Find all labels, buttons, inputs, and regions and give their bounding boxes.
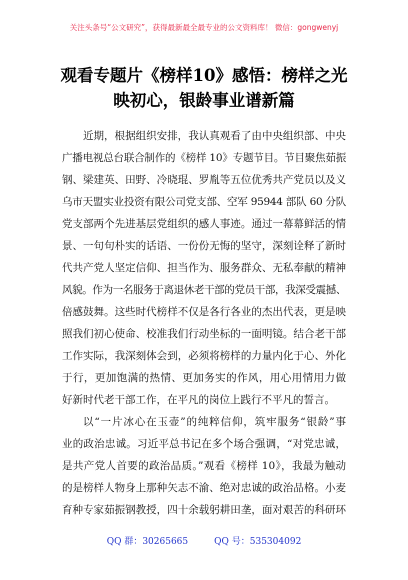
title-line: 映初心，银龄事业谱新篇 — [113, 91, 295, 110]
footer-contact — [0, 535, 408, 549]
footer-qq-number: QQ 号：535304092 — [214, 537, 302, 547]
body-line: 景、一句句朴实的话语、一份份无悔的坚守，深刻诠释了新时 — [62, 240, 346, 252]
body-line: 是共产党人首要的政治品质。”观看《榜样 10》，我最为触动 — [62, 460, 346, 472]
body-paragraph — [62, 125, 346, 411]
document-body — [62, 125, 346, 521]
body-paragraph — [62, 411, 346, 521]
body-line: 钢、梁建英、田野、冷晓琨、罗胤等五位优秀共产党员以及义 — [62, 174, 346, 186]
body-line: 好新时代老干部工作，在平凡的岗位上践行不平凡的誓言。 — [62, 394, 335, 406]
body-line: 工作实际，我深刻体会到，必须将榜样的力量内化于心、外化 — [62, 350, 346, 362]
body-line: 倍感鼓舞。这些时代榜样不仅是各行各业的杰出代表，更是映 — [62, 306, 346, 318]
body-line: 育种专家茹振钢教授，四十余载躬耕田垄，面对艰苦的科研环 — [62, 504, 346, 516]
body-line: 以“一片冰心在玉壶”的纯粹信仰，筑牢服务“银龄”事 — [83, 416, 346, 428]
body-line: 广播电视总台联合制作的《榜样 10》专题节目。节目聚焦茹振 — [62, 152, 346, 164]
document-title — [40, 63, 368, 113]
footer-qq-group: QQ 群：30265665 — [106, 537, 189, 547]
body-line: 业的政治忠诚。习近平总书记在多个场合强调，“对党忠诚， — [62, 438, 346, 450]
body-line: 近期，根据组织安排，我认真观看了由中央组织部、中央 — [83, 130, 346, 142]
title-line: 观看专题片《榜样10》感悟：榜样之光 — [60, 66, 348, 85]
body-line: 于行，更加饱满的热情、更加务实的作风，用心用情用力做 — [62, 372, 346, 384]
body-line: 的是榜样人物身上那种矢志不渝、绝对忠诚的政治品格。小麦 — [62, 482, 346, 494]
body-line: 照我们初心使命、校准我们行动坐标的一面明镜。结合老干部 — [62, 328, 346, 340]
body-line: 代共产党人坚定信仰、担当作为、服务群众、无私奉献的精神 — [62, 262, 346, 274]
body-line: 风貌。作为一名服务于离退休老干部的党员干部，我深受震撼、 — [62, 284, 346, 296]
body-line: 党支部两个先进基层党组织的感人事迹。通过一幕幕鲜活的情 — [62, 218, 346, 230]
body-line: 乌市天盟实业投资有限公司党支部、空军 95944 部队 60 分队 — [62, 196, 346, 208]
header-promo-text: 关注头条号“公文研究”，获得最新最全最专业的公文资料库！ 微信：gongwenyj — [69, 23, 339, 32]
